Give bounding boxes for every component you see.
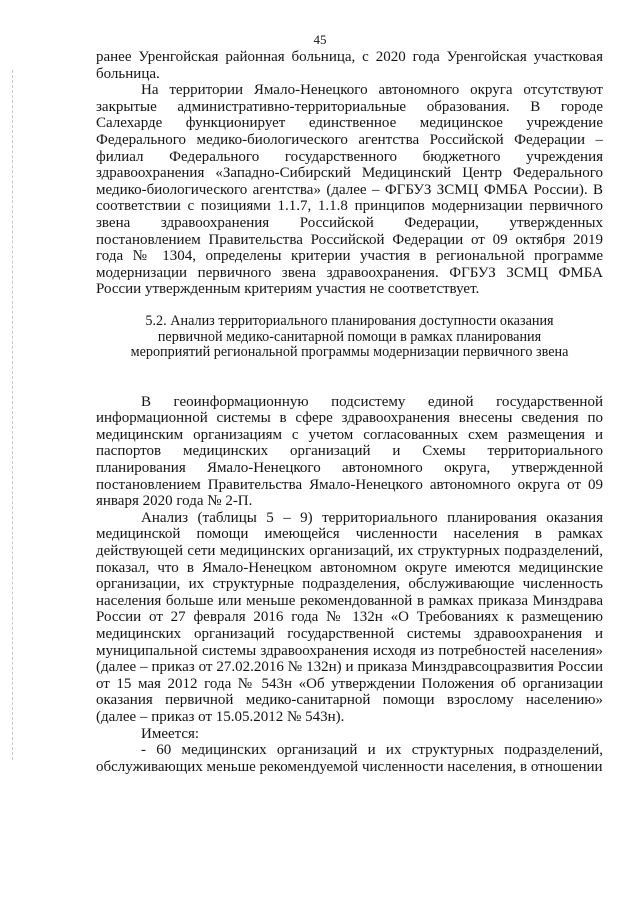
paragraph-analysis: Анализ (таблицы 5 – 9) территориального планирования оказания медицинской помощи имеющейся численности населения в рамках действующей сети медицинских организаций, их структурных подразделений, показал, что в Ямало-Ненецком автономном округе имеются медицинские организации, их структурные подразделения, обслуживающие численность населения больше или меньше рекомендованной в рамках приказа Минздрава России от 27 февраля 2016 года № 132н «О Требованиях к размещению медицинских организаций государственной системы здравоохранения и муниципальной системы здравоохранения исходя из потребностей населения» (далее – приказ от 27.02.2016 № 132н) и приказа Минздравсоцразвития России от 15 мая 2012 года № 543н «Об утверждении Положения об организации оказания первичной медико-санитарной помощи взрослому населению» (далее – приказ от 15.05.2012 № 543н). <box>96 509 603 725</box>
paragraph-continuation: ранее Уренгойская районная больница, с 2020 года Уренгойская участковая больница. <box>96 49 603 82</box>
list-item: - 60 медицинских организаций и их структурных подразделений, обслуживающих меньше рекомендуемой численности населения, в отношении <box>96 742 603 775</box>
section-heading: 5.2. Анализ территориального планирования доступности оказания первичной медико-санитарной помощи в рамках планирования мероприятий региональной программы модернизации первичного звена <box>130 312 569 361</box>
document-body <box>96 49 603 775</box>
paragraph-closed-territories: На территории Ямало-Ненецкого автономного округа отсутствуют закрытые административно-территориальные образования. В городе Салехарде функционирует единственное медицинское учреждение Федерального медико-биологического агентства Российской Федерации – филиал Федерального государственного бюджетного учреждения здравоохранения «Западно-Сибирский Медицинский Центр Федерального медико-биологического агентства» (далее – ФГБУЗ ЗСМЦ ФМБА России). В соответствии с позициями 1.1.7, 1.1.8 принципов модернизации первичного звена здравоохранения Российской Федерации, утвержденных постановлением Правительства Российской Федерации от 09 октября 2019 года № 1304, определены критерии участия в региональной программе модернизации первичного звена здравоохранения. ФГБУЗ ЗСМЦ ФМБА России утвержденным критериям участия не соответствует. <box>96 82 603 298</box>
page-number: 45 <box>313 32 327 47</box>
paragraph-geoinformation: В геоинформационную подсистему единой государственной информационной системы в сфере здравоохранения внесены сведения по медицинским организациям с учетом согласованных схем размещения и паспортов медицинских организаций и Схемы территориального планирования Ямало-Ненецкого автономного округа, утвержденной постановлением Правительства Ямало-Ненецкого автономного округа от 09 января 2020 года № 2-П. <box>96 393 603 510</box>
scan-margin-line <box>12 70 13 760</box>
paragraph-available: Имеется: <box>141 725 200 742</box>
